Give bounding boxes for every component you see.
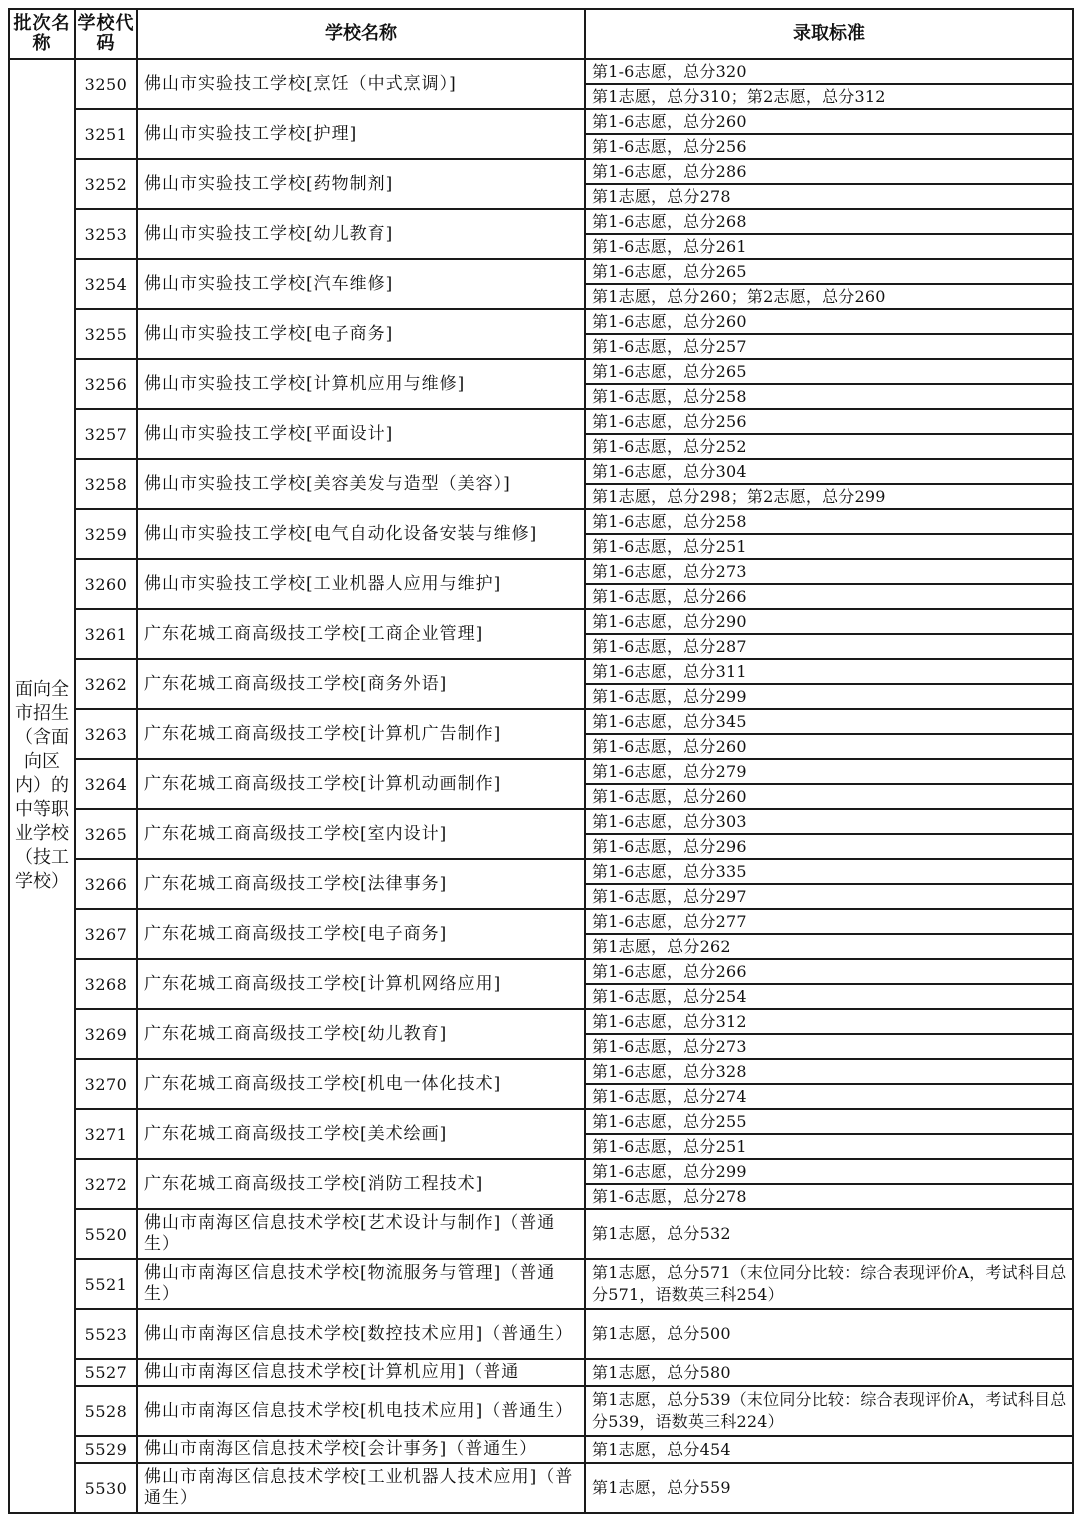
school-code-cell: 3256	[75, 359, 137, 409]
admission-standard-cell: 第1-6志愿，总分299	[585, 1159, 1073, 1184]
admission-standard-cell: 第1-6志愿，总分256	[585, 409, 1073, 434]
admission-standard-cell: 第1-6志愿，总分345	[585, 709, 1073, 734]
batch-name-cell: 面向全市招生（含面向区内）的中等职业学校（技工学校）	[9, 59, 75, 1513]
table-row	[9, 1436, 1073, 1463]
school-code-cell: 3261	[75, 609, 137, 659]
school-name-cell: 广东花城工商高级技工学校[美术绘画]	[137, 1109, 585, 1159]
school-code-cell: 5527	[75, 1359, 137, 1386]
table-row	[9, 209, 1073, 234]
table-row	[9, 1159, 1073, 1184]
admission-standard-cell: 第1-6志愿，总分265	[585, 359, 1073, 384]
admission-standard-cell: 第1志愿，总分454	[585, 1436, 1073, 1463]
table-row	[9, 1359, 1073, 1386]
admission-table	[8, 8, 1074, 1514]
table-row	[9, 359, 1073, 384]
school-name-cell: 佛山市实验技工学校[电气自动化设备安装与维修]	[137, 509, 585, 559]
table-row	[9, 759, 1073, 784]
school-name-cell: 广东花城工商高级技工学校[计算机动画制作]	[137, 759, 585, 809]
school-name-cell: 广东花城工商高级技工学校[工商企业管理]	[137, 609, 585, 659]
header-code: 学校代码	[75, 9, 137, 59]
admission-standard-cell: 第1-6志愿，总分296	[585, 834, 1073, 859]
table-row	[9, 859, 1073, 884]
admission-standard-cell: 第1-6志愿，总分320	[585, 59, 1073, 84]
school-code-cell: 3266	[75, 859, 137, 909]
admission-standard-cell: 第1志愿，总分532	[585, 1209, 1073, 1259]
table-row	[9, 1009, 1073, 1034]
admission-standard-cell: 第1-6志愿，总分257	[585, 334, 1073, 359]
school-name-cell: 广东花城工商高级技工学校[幼儿教育]	[137, 1009, 585, 1059]
school-name-cell: 广东花城工商高级技工学校[室内设计]	[137, 809, 585, 859]
admission-standard-cell: 第1-6志愿，总分311	[585, 659, 1073, 684]
table-row	[9, 1386, 1073, 1436]
table-row	[9, 659, 1073, 684]
table-row	[9, 59, 1073, 84]
admission-standard-cell: 第1-6志愿，总分328	[585, 1059, 1073, 1084]
admission-standard-cell: 第1志愿，总分571（末位同分比较：综合表现评价A，考试科目总分571，语数英三科254）	[585, 1259, 1073, 1309]
school-name-cell: 佛山市南海区信息技术学校[会计事务]（普通生）	[137, 1436, 585, 1463]
school-code-cell: 3265	[75, 809, 137, 859]
admission-standard-cell: 第1-6志愿，总分304	[585, 459, 1073, 484]
admission-standard-cell: 第1-6志愿，总分260	[585, 784, 1073, 809]
school-name-cell: 佛山市实验技工学校[美容美发与造型（美容）]	[137, 459, 585, 509]
table-row	[9, 559, 1073, 584]
table-row	[9, 1059, 1073, 1084]
admission-standard-cell: 第1-6志愿，总分279	[585, 759, 1073, 784]
admission-standard-cell: 第1志愿，总分500	[585, 1309, 1073, 1359]
admission-standard-cell: 第1志愿，总分580	[585, 1359, 1073, 1386]
admission-standard-cell: 第1-6志愿，总分265	[585, 259, 1073, 284]
admission-standard-cell: 第1-6志愿，总分251	[585, 1134, 1073, 1159]
school-code-cell: 5521	[75, 1259, 137, 1309]
admission-standard-cell: 第1-6志愿，总分287	[585, 634, 1073, 659]
school-name-cell: 佛山市实验技工学校[电子商务]	[137, 309, 585, 359]
admission-standard-cell: 第1-6志愿，总分273	[585, 559, 1073, 584]
table-row	[9, 1109, 1073, 1134]
header-row	[9, 9, 1073, 59]
table-row	[9, 709, 1073, 734]
school-name-cell: 佛山市实验技工学校[烹饪（中式烹调）]	[137, 59, 585, 109]
table-row	[9, 909, 1073, 934]
admission-standard-cell: 第1-6志愿，总分273	[585, 1034, 1073, 1059]
school-name-cell: 佛山市实验技工学校[药物制剂]	[137, 159, 585, 209]
admission-standard-cell: 第1-6志愿，总分251	[585, 534, 1073, 559]
school-name-cell: 佛山市实验技工学校[幼儿教育]	[137, 209, 585, 259]
admission-standard-cell: 第1-6志愿，总分266	[585, 959, 1073, 984]
admission-standard-cell: 第1-6志愿，总分258	[585, 384, 1073, 409]
header-batch: 批次名称	[9, 9, 75, 59]
school-name-cell: 佛山市南海区信息技术学校[工业机器人技术应用]（普通生）	[137, 1463, 585, 1513]
school-code-cell: 3263	[75, 709, 137, 759]
table-body	[9, 59, 1073, 1513]
school-code-cell: 5520	[75, 1209, 137, 1259]
admission-standard-cell: 第1-6志愿，总分256	[585, 134, 1073, 159]
school-name-cell: 广东花城工商高级技工学校[电子商务]	[137, 909, 585, 959]
school-code-cell: 5530	[75, 1463, 137, 1513]
table-row	[9, 1259, 1073, 1309]
admission-standard-cell: 第1-6志愿，总分258	[585, 509, 1073, 534]
admission-standard-cell: 第1-6志愿，总分261	[585, 234, 1073, 259]
school-name-cell: 佛山市实验技工学校[计算机应用与维修]	[137, 359, 585, 409]
school-code-cell: 3257	[75, 409, 137, 459]
school-name-cell: 广东花城工商高级技工学校[商务外语]	[137, 659, 585, 709]
table-row	[9, 159, 1073, 184]
table-row	[9, 1309, 1073, 1359]
admission-standard-cell: 第1-6志愿，总分268	[585, 209, 1073, 234]
table-row	[9, 609, 1073, 634]
school-name-cell: 广东花城工商高级技工学校[消防工程技术]	[137, 1159, 585, 1209]
school-name-cell: 佛山市实验技工学校[工业机器人应用与维护]	[137, 559, 585, 609]
school-name-cell: 广东花城工商高级技工学校[计算机广告制作]	[137, 709, 585, 759]
table-row	[9, 309, 1073, 334]
school-code-cell: 3254	[75, 259, 137, 309]
school-name-cell: 佛山市实验技工学校[平面设计]	[137, 409, 585, 459]
table-row	[9, 259, 1073, 284]
school-name-cell: 广东花城工商高级技工学校[法律事务]	[137, 859, 585, 909]
admission-standard-cell: 第1-6志愿，总分274	[585, 1084, 1073, 1109]
school-code-cell: 3262	[75, 659, 137, 709]
admission-standard-cell: 第1志愿，总分298；第2志愿，总分299	[585, 484, 1073, 509]
header-name: 学校名称	[137, 9, 585, 59]
header-standard: 录取标准	[585, 9, 1073, 59]
admission-standard-cell: 第1-6志愿，总分252	[585, 434, 1073, 459]
admission-standard-cell: 第1志愿，总分539（末位同分比较：综合表现评价A，考试科目总分539，语数英三科224）	[585, 1386, 1073, 1436]
admission-standard-cell: 第1-6志愿，总分278	[585, 1184, 1073, 1209]
admission-standard-cell: 第1-6志愿，总分277	[585, 909, 1073, 934]
admission-standard-cell: 第1-6志愿，总分260	[585, 109, 1073, 134]
school-code-cell: 3272	[75, 1159, 137, 1209]
table-row	[9, 109, 1073, 134]
school-code-cell: 3255	[75, 309, 137, 359]
school-name-cell: 佛山市南海区信息技术学校[数控技术应用]（普通生）	[137, 1309, 585, 1359]
table-row	[9, 1209, 1073, 1259]
school-code-cell: 5528	[75, 1386, 137, 1436]
table-row	[9, 459, 1073, 484]
admission-standard-cell: 第1-6志愿，总分297	[585, 884, 1073, 909]
school-code-cell: 3268	[75, 959, 137, 1009]
admission-standard-cell: 第1-6志愿，总分303	[585, 809, 1073, 834]
admission-standard-cell: 第1志愿，总分260；第2志愿，总分260	[585, 284, 1073, 309]
school-name-cell: 广东花城工商高级技工学校[计算机网络应用]	[137, 959, 585, 1009]
admission-standard-cell: 第1志愿，总分262	[585, 934, 1073, 959]
school-code-cell: 3270	[75, 1059, 137, 1109]
school-code-cell: 3267	[75, 909, 137, 959]
table-row	[9, 809, 1073, 834]
school-code-cell: 5523	[75, 1309, 137, 1359]
school-name-cell: 佛山市南海区信息技术学校[物流服务与管理]（普通生）	[137, 1259, 585, 1309]
school-code-cell: 3259	[75, 509, 137, 559]
school-name-cell: 佛山市实验技工学校[汽车维修]	[137, 259, 585, 309]
admission-standard-cell: 第1-6志愿，总分254	[585, 984, 1073, 1009]
table-row	[9, 1463, 1073, 1513]
school-code-cell: 5529	[75, 1436, 137, 1463]
admission-standard-cell: 第1-6志愿，总分266	[585, 584, 1073, 609]
admission-standard-cell: 第1志愿，总分559	[585, 1463, 1073, 1513]
admission-standard-cell: 第1-6志愿，总分290	[585, 609, 1073, 634]
admission-standard-cell: 第1志愿，总分278	[585, 184, 1073, 209]
table-row	[9, 959, 1073, 984]
school-name-cell: 佛山市南海区信息技术学校[艺术设计与制作]（普通生）	[137, 1209, 585, 1259]
school-name-cell: 广东花城工商高级技工学校[机电一体化技术]	[137, 1059, 585, 1109]
school-name-cell: 佛山市南海区信息技术学校[机电技术应用]（普通生）	[137, 1386, 585, 1436]
school-code-cell: 3250	[75, 59, 137, 109]
school-code-cell: 3253	[75, 209, 137, 259]
admission-standard-cell: 第1-6志愿，总分255	[585, 1109, 1073, 1134]
school-code-cell: 3252	[75, 159, 137, 209]
school-name-cell: 佛山市实验技工学校[护理]	[137, 109, 585, 159]
admission-standard-cell: 第1-6志愿，总分335	[585, 859, 1073, 884]
school-name-cell: 佛山市南海区信息技术学校[计算机应用]（普通	[137, 1359, 585, 1386]
admission-standard-cell: 第1-6志愿，总分312	[585, 1009, 1073, 1034]
admission-standard-cell: 第1-6志愿，总分260	[585, 734, 1073, 759]
school-code-cell: 3260	[75, 559, 137, 609]
admission-standard-cell: 第1-6志愿，总分286	[585, 159, 1073, 184]
table-row	[9, 509, 1073, 534]
school-code-cell: 3258	[75, 459, 137, 509]
school-code-cell: 3269	[75, 1009, 137, 1059]
school-code-cell: 3271	[75, 1109, 137, 1159]
admission-standard-cell: 第1-6志愿，总分299	[585, 684, 1073, 709]
school-code-cell: 3251	[75, 109, 137, 159]
table-row	[9, 409, 1073, 434]
school-code-cell: 3264	[75, 759, 137, 809]
admission-standard-cell: 第1-6志愿，总分260	[585, 309, 1073, 334]
admission-standard-cell: 第1志愿，总分310；第2志愿，总分312	[585, 84, 1073, 109]
